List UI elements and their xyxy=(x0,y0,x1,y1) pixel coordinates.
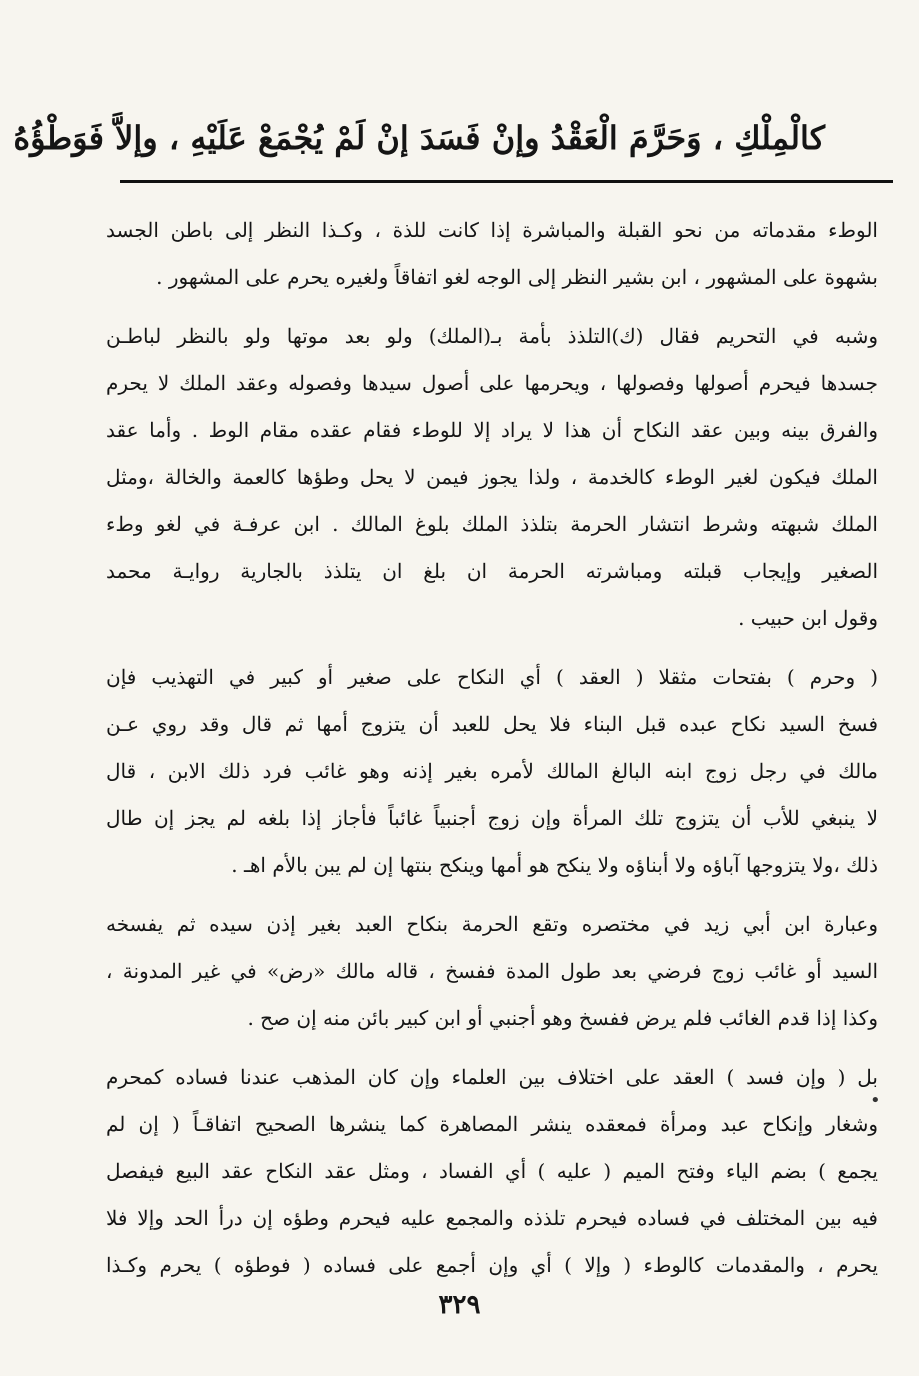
text-line: فسخ السيد نكاح عبده قبل البناء فلا يحل للعبد أن يتزوج أمها ثم قال وقد روي عـن xyxy=(106,712,878,736)
matn-verse-header: كالْمِلْكِ ، وَحَرَّمَ الْعَقْدُ وإنْ فَسَدَ إنْ لَمْ يُجْمَعْ عَلَيْهِ ، وإلاَّ فَوَطْؤُهُ xyxy=(13,119,825,157)
text-line: لا ينبغي للأب أن يتزوج تلك المرأة وإن زوج أجنبياً غائباً فأجاز إذا بلغه لم يجز إن طال xyxy=(106,806,878,830)
text-line: وعبارة ابن أبي زيد في مختصره وتقع الحرمة بنكاح العبد بغير إذن سيده ثم يفسخه xyxy=(106,912,878,936)
text-line: السيد أو غائب زوج فرضي بعد طول المدة ففسخ ، قاله مالك «رض» في غير المدونة ، xyxy=(106,959,878,983)
text-line: الملك فيكون لغير الوطء كالخدمة ، ولذا يجوز فيمن لا يحل وطؤها كالعمة والخالة ،ومثل xyxy=(106,465,878,489)
text-line: وكذا إذا قدم الغائب فلم يرض ففسخ وهو أجنبي أو ابن كبير بائن منه إن صح . xyxy=(247,1006,878,1030)
paragraph-2 xyxy=(106,313,878,642)
margin-dot: • xyxy=(870,1090,881,1111)
text-line: يجمع ) بضم الياء وفتح الميم ( عليه ) أي الفساد ، ومثل عقد النكاح عقد البيع فيفصل xyxy=(106,1159,878,1183)
header-rule xyxy=(120,180,893,183)
text-line: يحرم ، والمقدمات كالوطء ( وإلا ) أي وإن أجمع على فساده ( فوطؤه ) يحرم وكـذا xyxy=(106,1253,878,1277)
paragraph-4 xyxy=(106,901,878,1042)
text-line: وشبه في التحريم فقال (ك)التلذذ بأمة بـ(الملك) ولو بعد موتها ولو بالنظر لباطـن xyxy=(106,324,878,348)
paragraph-3 xyxy=(106,654,878,889)
text-line: بشهوة على المشهور ، ابن بشير النظر إلى الوجه لغو اتفاقاً ولغيره يحرم على المشهور . xyxy=(156,265,878,289)
text-line: بل ( وإن فسد ) العقد على اختلاف بين العلماء وإن كان المذهب عندنا فساده كمحرم xyxy=(106,1065,878,1089)
text-line: ذلك ،ولا يتزوجها آباؤه ولا أبناؤه ولا ينكح هو أمها وينكح بنتها إن لم يبن بالأم اهـ . xyxy=(231,853,878,877)
text-line: الملك شبهته وشرط انتشار الحرمة بتلذذ الملك بلوغ المالك . ابن عرفـة في لغو وطء xyxy=(106,512,878,536)
page-number: ٣٢٩ xyxy=(438,1290,481,1320)
paragraph-5 xyxy=(106,1054,878,1289)
text-line: وشغار وإنكاح عبد ومرأة فمعقده ينشر المصاهرة كما ينشرها الصحيح اتفاقـاً ( إن لم xyxy=(106,1112,878,1136)
text-line: وقول ابن حبيب . xyxy=(738,606,878,630)
text-line: فيه بين المختلف في فساده فيحرم تلذذه والمجمع عليه فيحرم وطؤه إن درأ الحد وإلا فلا xyxy=(106,1206,878,1230)
text-line: جسدها فيحرم أصولها وفصولها ، ويحرمها على أصول سيدها وفصوله وعقد الملك لا يحرم xyxy=(106,371,878,395)
paragraph-1 xyxy=(106,207,878,301)
text-line: والفرق بينه وبين عقد النكاح أن هذا لا يراد إلا للوطء فقام عقده مقام الوط . وأما عقد xyxy=(106,418,878,442)
text-line: الوطء مقدماته من نحو القبلة والمباشرة إذا كانت للذة ، وكـذا النظر إلى باطن الجسد xyxy=(106,218,878,242)
text-line: مالك في رجل زوج ابنه البالغ المالك لأمره بغير إذنه وهو غائب فرد ذلك الابن ، قال xyxy=(106,759,878,783)
text-line: الصغير وإيجاب قبلته ومباشرته الحرمة ان بلغ ان يتلذذ بالجارية روايـة محمد xyxy=(106,559,878,583)
commentary-body xyxy=(106,207,878,1301)
text-line: ( وحرم ) بفتحات مثقلا ( العقد ) أي النكاح على صغير أو كبير في التهذيب فإن xyxy=(106,665,878,689)
